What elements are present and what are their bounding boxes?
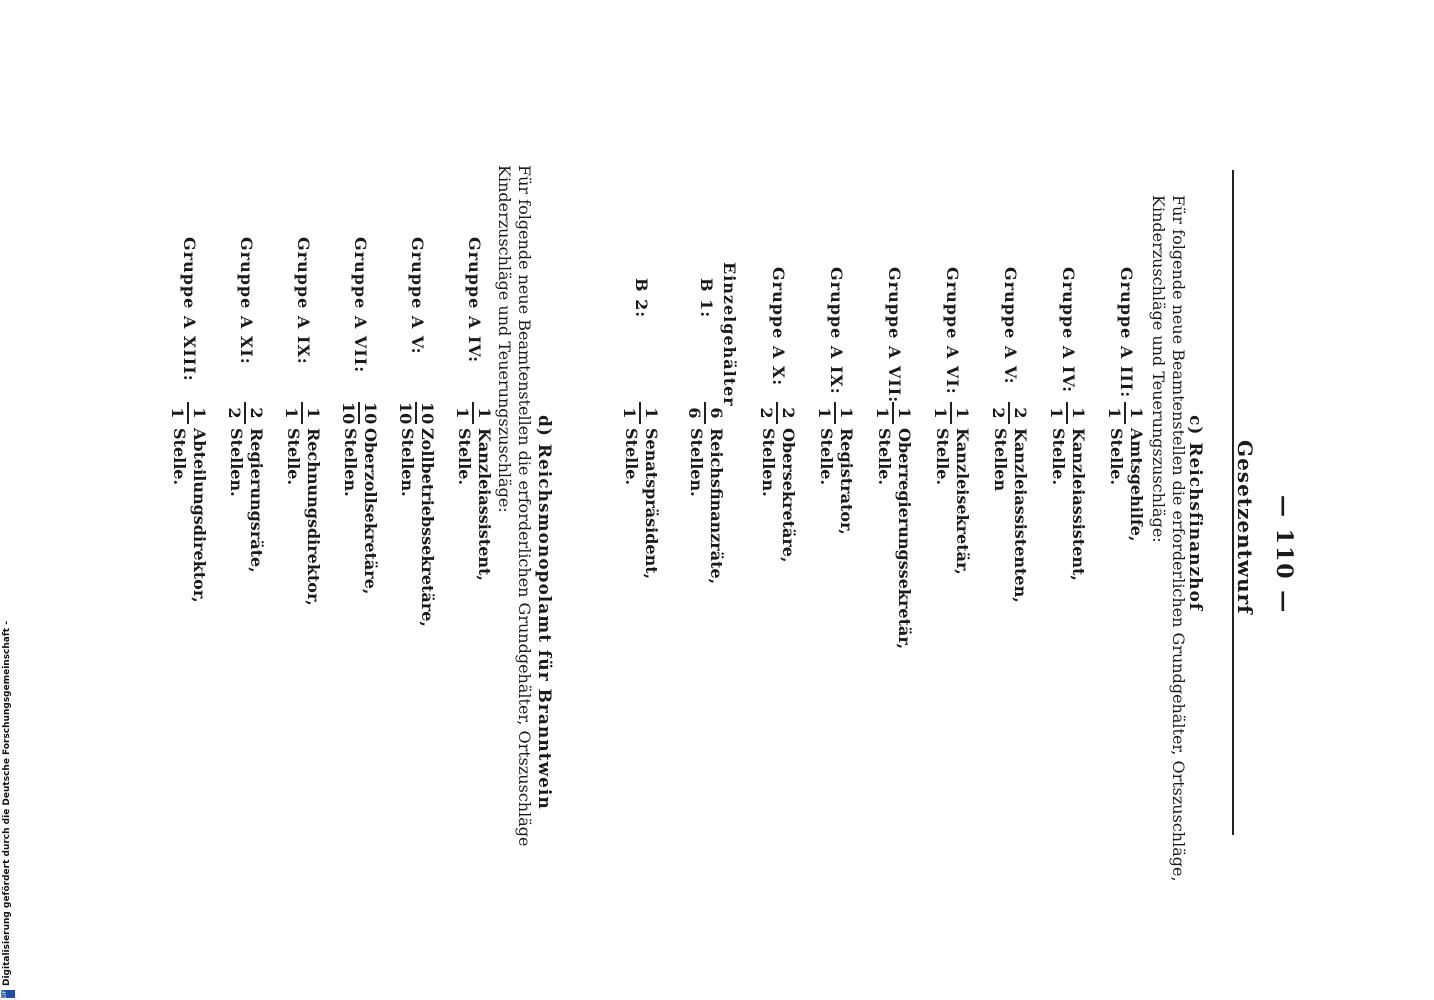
fraction-numerator: 1 <box>837 407 856 419</box>
fraction-numerator: 10 <box>418 402 437 425</box>
fraction-denominator: 1 <box>282 407 301 419</box>
digitization-note-text: Digitalisierung gefördert durch die Deutsche Forschungsgemeinschaft - <box>2 621 12 986</box>
position-title: Kanzleiassistent, <box>475 428 494 581</box>
section-c-row-fraction <box>930 402 972 424</box>
section-c-row-group-label: Gruppe A VI: <box>943 267 962 395</box>
position-title: Amtsgehilfe, <box>1127 428 1146 542</box>
page-number: — 110 — <box>1271 495 1297 615</box>
einzel-row-description <box>686 428 726 584</box>
position-title: Rechnungsdirektor, <box>304 428 323 606</box>
position-count-unit: Stellen. <box>398 428 417 497</box>
fraction-numerator: 1 <box>1069 407 1088 419</box>
position-count-unit: Stelle. <box>933 428 952 486</box>
position-count-unit: Stelle. <box>875 428 894 486</box>
section-d-intro-2: Kinderzuschläge und Teuerungszuschläge: <box>495 165 514 513</box>
position-title: Oberzollsekretäre, <box>361 428 380 595</box>
section-d-row-description <box>283 428 323 606</box>
position-count-unit: Stellen. <box>687 428 706 497</box>
fraction-numerator: 1 <box>953 407 972 419</box>
fraction-numerator: 1 <box>895 407 914 419</box>
position-title: Abteilungsdirektor, <box>190 428 209 603</box>
einzel-row-description <box>621 428 661 579</box>
section-c-heading: c) Reichsfinanzhof <box>1185 415 1205 612</box>
position-count-unit: Stellen <box>991 428 1010 492</box>
position-count-unit: Stelle. <box>455 428 474 486</box>
position-title: Kanzleisekretär, <box>953 428 972 575</box>
fraction-denominator: 1 <box>453 407 472 419</box>
section-d-intro-1: Für folgende neue Beamtenstellen die erforderlichen Grundgehälter, Ortszuschläge <box>515 165 534 847</box>
section-d-row-fraction <box>452 402 494 424</box>
section-d-row-fraction <box>224 402 266 424</box>
section-d-row-description <box>169 428 209 603</box>
position-count-unit: Stelle. <box>170 428 189 486</box>
section-d-row-group-label: Gruppe A IV: <box>465 237 484 364</box>
fraction-denominator: 1 <box>815 407 834 419</box>
section-d-row-description <box>454 428 494 581</box>
fraction-numerator: 10 <box>361 402 380 425</box>
section-c-intro-2: Kinderzuschläge und Teuerungszuschläge: <box>1149 195 1168 543</box>
section-c-row-description <box>874 428 914 649</box>
einzel-row-fraction <box>619 402 661 424</box>
fraction-denominator: 1 <box>873 407 892 419</box>
position-title: Kanzleiassistent, <box>1069 428 1088 581</box>
section-c-row-group-label: Gruppe A V: <box>1001 267 1020 385</box>
section-c-row-group-label: Gruppe A IX: <box>827 267 846 395</box>
position-count-unit: Stellen. <box>759 428 778 497</box>
section-c-row-group-label: Gruppe A VII: <box>885 267 904 404</box>
section-c-row-description <box>1048 428 1088 581</box>
fraction-denominator: 1 <box>620 407 639 419</box>
header-rule <box>1232 170 1234 835</box>
section-c-intro-1: Für folgende neue Beamtenstellen die erforderlichen Grundgehälter, Ortszuschläge, <box>1169 195 1188 882</box>
section-d-row-group-label: Gruppe A XIII: <box>180 237 199 382</box>
section-c-row-description <box>758 428 798 563</box>
einzel-row-group-label: B 2: <box>632 278 651 319</box>
fraction-numerator: 2 <box>247 407 266 419</box>
digitization-note <box>0 0 20 1000</box>
position-count-unit: Stelle. <box>1107 428 1126 486</box>
fraction-denominator: 2 <box>989 407 1008 419</box>
running-header: Gesetzentwurf <box>1233 440 1257 615</box>
position-count-unit: Stelle. <box>284 428 303 486</box>
section-d-row-group-label: Gruppe A V: <box>408 237 427 355</box>
section-c-row-fraction <box>1104 402 1146 424</box>
section-c-row-fraction <box>988 402 1030 424</box>
section-d-row-group-label: Gruppe A IX: <box>294 237 313 365</box>
section-d-row-group-label: Gruppe A XI: <box>237 237 256 365</box>
position-title: Senatspräsident, <box>642 428 661 580</box>
position-title: Kanzleiassistenten, <box>1011 428 1030 603</box>
fraction-denominator: 1 <box>1047 407 1066 419</box>
fraction-numerator: 1 <box>475 407 494 419</box>
section-c-row-description <box>932 428 972 575</box>
fraction-denominator: 6 <box>685 407 704 419</box>
fraction-numerator: 1 <box>1127 407 1146 419</box>
section-c-row-description <box>990 428 1030 603</box>
fraction-denominator: 1 <box>168 407 187 419</box>
section-d-row-fraction <box>167 402 209 424</box>
position-title: Registrator, <box>837 428 856 535</box>
position-title: Regierungsräte, <box>247 428 266 573</box>
section-c-row-fraction <box>814 402 856 424</box>
section-d-row-description <box>397 428 437 627</box>
fraction-denominator: 1 <box>931 407 950 419</box>
dfg-logo: DFG <box>1 990 15 998</box>
fraction-numerator: 2 <box>1011 407 1030 419</box>
einzel-heading: Einzelgehälter <box>720 262 739 407</box>
section-d-row-fraction <box>281 402 323 424</box>
position-count-unit: Stelle. <box>817 428 836 486</box>
position-count-unit: Stelle. <box>622 428 641 486</box>
section-d-row-description <box>340 428 380 594</box>
section-c-row-fraction <box>756 402 798 424</box>
section-c-row-group-label: Gruppe A X: <box>769 267 788 387</box>
fraction-numerator: 1 <box>190 407 209 419</box>
fraction-denominator: 1 <box>1105 407 1124 419</box>
fraction-denominator: 10 <box>396 402 415 425</box>
fraction-numerator: 1 <box>642 407 661 419</box>
position-title: Zollbetriebssekretäre, <box>418 428 437 627</box>
position-count-unit: Stellen. <box>227 428 246 497</box>
einzel-row-group-label: B 1: <box>697 278 716 319</box>
position-count-unit: Stelle. <box>1049 428 1068 486</box>
section-c-row-group-label: Gruppe A III: <box>1117 267 1136 399</box>
einzel-row-fraction <box>684 402 726 424</box>
fraction-denominator: 2 <box>757 407 776 419</box>
position-count-unit: Stellen. <box>341 428 360 497</box>
fraction-numerator: 2 <box>779 407 798 419</box>
section-c-row-group-label: Gruppe A IV: <box>1059 267 1078 394</box>
fraction-denominator: 2 <box>225 407 244 419</box>
section-d-row-fraction <box>338 402 380 424</box>
position-title: Reichsfinanzräte, <box>707 428 726 585</box>
section-d-heading: d) Reichsmonopolamt für Branntwein <box>534 415 554 810</box>
position-title: Obersekretäre, <box>779 428 798 563</box>
section-d-row-fraction <box>395 402 437 424</box>
fraction-numerator: 1 <box>304 407 323 419</box>
section-c-row-description <box>1106 428 1146 542</box>
fraction-numerator: 6 <box>707 407 726 419</box>
section-d-row-description <box>226 428 266 573</box>
position-title: Oberregierungssekretär, <box>895 428 914 650</box>
section-c-row-fraction <box>1046 402 1088 424</box>
section-c-row-fraction <box>872 402 914 424</box>
fraction-denominator: 10 <box>339 402 358 425</box>
section-d-row-group-label: Gruppe A VII: <box>351 237 370 374</box>
section-c-row-description <box>816 428 856 535</box>
